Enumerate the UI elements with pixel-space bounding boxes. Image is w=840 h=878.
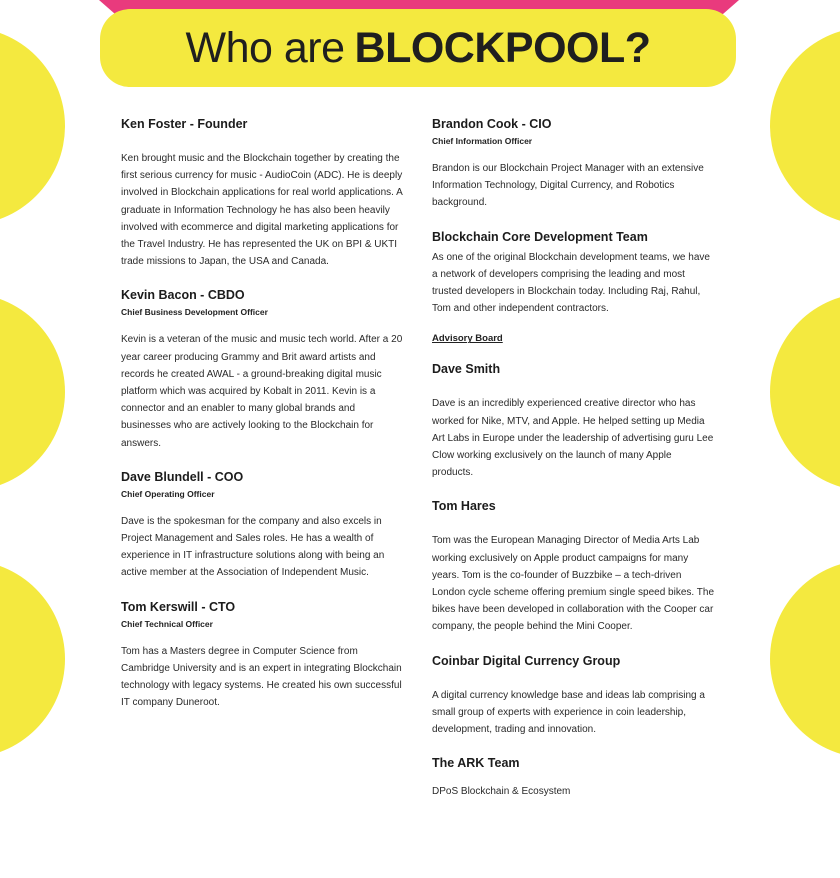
decor-circle-left-3 — [0, 560, 65, 758]
member-role: Chief Operating Officer — [121, 488, 215, 499]
advisor-name: Tom Hares — [432, 499, 496, 514]
team-column-right — [432, 115, 714, 816]
member-name: Tom Kerswill - CTO — [121, 599, 236, 614]
team-member-cbdo — [121, 286, 403, 451]
team-member-cio — [432, 115, 714, 212]
decor-circle-right-1 — [770, 27, 840, 225]
member-bio: Ken brought music and the Blockchain together by creating the first serious currency for music - AudioCoin (ADC). He is deeply involved in Blockchain applications for real world applications. A graduate in Information Technology he has also been heavily involved with ecommerce and digital marketing applications for the Travel Industry. He has represented the UK on BPI & UKTI trade missions to Japan, the USA and Canada. — [121, 153, 403, 268]
member-name: Ken Foster - Founder — [121, 117, 248, 131]
advisor-tom-hares — [432, 497, 714, 635]
advisor-name: The ARK Team — [432, 756, 520, 771]
team-member-cto — [121, 598, 403, 712]
advisory-board-link[interactable]: Advisory Board — [432, 333, 503, 345]
team-member-coo — [121, 468, 403, 582]
advisor-bio: Dave is an incredibly experienced creative director who has worked for Nike, MTV, and Apple. He helped setting up Media Art Labs in Europe under the leadership of advertising guru Lee Clow working exclusively on the launch of many Apple products. — [432, 398, 714, 479]
core-development-team — [432, 228, 714, 318]
advisor-bio: DPoS Blockchain & Ecosystem — [432, 786, 571, 798]
decor-circle-left-2 — [0, 293, 65, 491]
member-name: Blockchain Core Development Team — [432, 229, 648, 244]
member-name: Dave Blundell - COO — [121, 469, 244, 484]
advisor-ark-team — [432, 754, 714, 800]
page-title-light: Who are — [185, 23, 345, 72]
member-bio: Kevin is a veteran of the music and music tech world. After a 20 year career producing Grammy and Brit award artists and records he created AWAL - a ground-breaking digital music platform which was acquired by Kobalt in 2011. Kevin is a connector and an enabler to many global brands and businesses who are actively looking to the Blockchain for answers. — [121, 334, 403, 449]
member-name: Brandon Cook - CIO — [432, 117, 552, 131]
member-role: Chief Information Officer — [432, 136, 533, 146]
page-title-banner — [100, 9, 736, 87]
team-column-left — [121, 115, 403, 727]
member-role: Chief Business Development Officer — [121, 307, 268, 318]
member-bio: Dave is the spokesman for the company and also excels in Project Management and Sales roles. He has a wealth of experience in IT infrastructure solutions along with being an active member at the Association of Independent Music. — [121, 515, 385, 579]
member-bio: As one of the original Blockchain development teams, we have a network of developers comprising the leading and most trusted developers in Blockchain today. Including Raj, Rahul, Tom and other independent contractors. — [432, 251, 710, 315]
page-title-bold: BLOCKPOOL? — [354, 23, 651, 72]
advisor-coinbar — [432, 652, 714, 739]
member-name: Kevin Bacon - CBDO — [121, 288, 245, 303]
advisor-name: Dave Smith — [432, 362, 501, 377]
decor-circle-right-2 — [770, 293, 840, 491]
team-member-founder — [121, 115, 403, 270]
member-bio: Brandon is our Blockchain Project Manager with an extensive Information Technology, Digital Currency, and Robotics background. — [432, 163, 704, 209]
advisor-bio: Tom was the European Managing Director of Media Arts Lab working exclusively on Apple product campaigns for many years. Tom is the co-founder of Buzzbike – a tech-driven London cycle scheme offering premium single speed bikes. The bikes have been developed in collaboration with the Cooper car company, the people behind the Mini Cooper. — [432, 535, 715, 633]
member-role: Chief Technical Officer — [121, 618, 213, 629]
advisor-dave-smith — [432, 360, 714, 481]
advisor-bio: A digital currency knowledge base and ideas lab comprising a small group of experts with experience in coin leadership, development, trading and innovation. — [432, 689, 705, 736]
advisor-name: Coinbar Digital Currency Group — [432, 653, 621, 668]
decor-circle-right-3 — [770, 560, 840, 758]
decor-circle-left-1 — [0, 27, 65, 225]
member-bio: Tom has a Masters degree in Computer Science from Cambridge University and is an expert in integrating Blockchain technology with legacy systems. He created his own successful IT company Duneroot. — [121, 645, 402, 709]
